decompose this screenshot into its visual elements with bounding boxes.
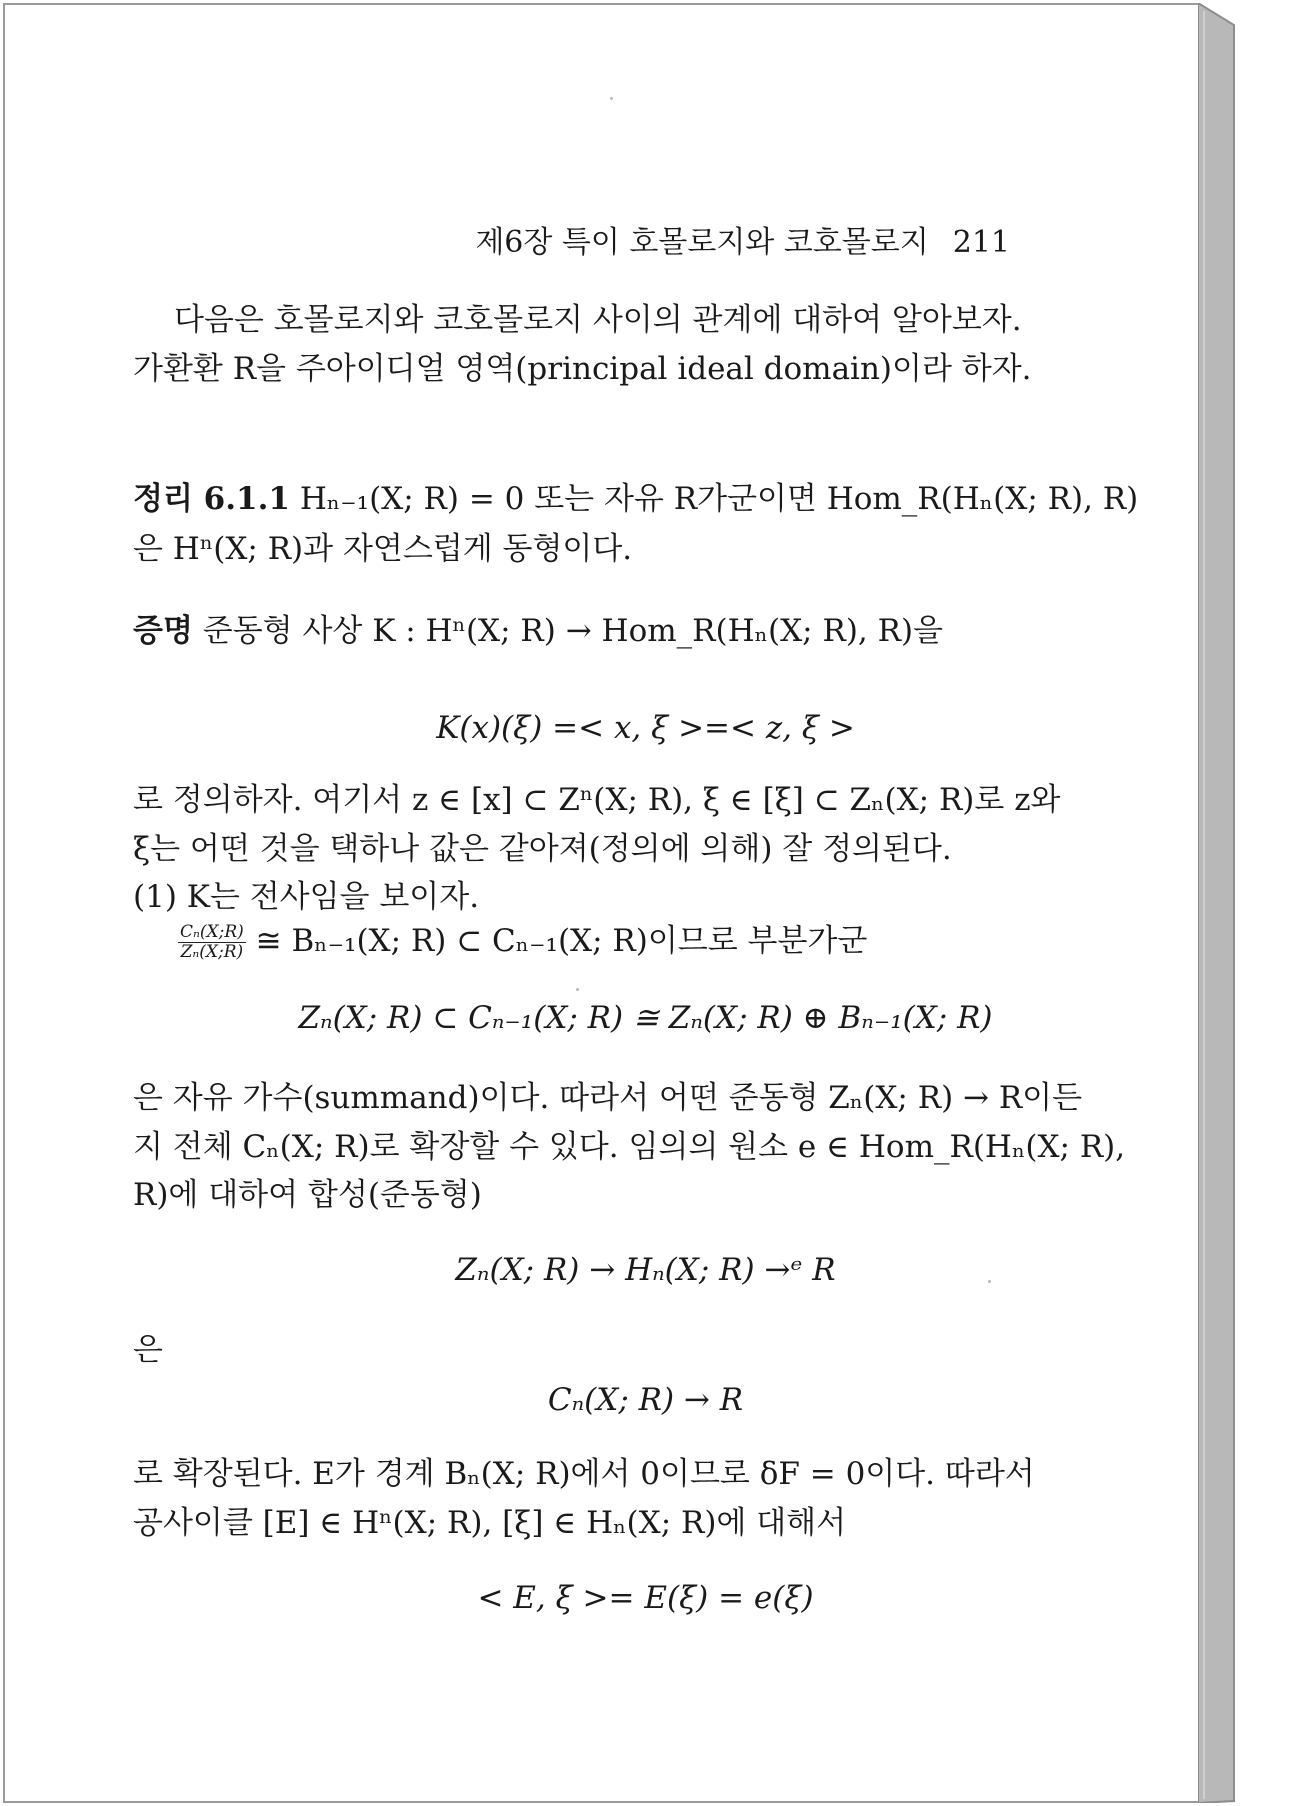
proof-text-1: 준동형 사상 K : Hⁿ(X; R) → Hom_R(Hₙ(X; R), R)을 bbox=[202, 613, 943, 649]
equation-5: < E, ξ >= E(ξ) = e(ξ) bbox=[477, 1580, 814, 1616]
proof-line-3: ξ는 어떤 것을 택하나 값은 같아져(정의에 의해) 잘 정의된다. bbox=[133, 831, 952, 867]
fraction-denominator: Zₙ(X;R) bbox=[180, 942, 244, 962]
proof-line-10: 로 확장된다. E가 경계 Bₙ(X; R)에서 0이므로 δF = 0이다. 따라서 bbox=[133, 1456, 1035, 1492]
equation-2: Zₙ(X; R) ⊂ Cₙ₋₁(X; R) ≅ Zₙ(X; R) ⊕ Bₙ₋₁(X; R) bbox=[298, 1000, 993, 1036]
proof-line-11: 공사이클 [E] ∈ Hⁿ(X; R), [ξ] ∈ Hₙ(X; R)에 대해서 bbox=[133, 1505, 847, 1541]
equation-3: Zₙ(X; R) → Hₙ(X; R) →ᵉ R bbox=[455, 1252, 836, 1288]
speck bbox=[576, 988, 579, 991]
proof-text-5: ≅ Bₙ₋₁(X; R) ⊂ Cₙ₋₁(X; R)이므로 부분가군 bbox=[255, 923, 868, 959]
proof-line-5 bbox=[178, 921, 867, 962]
proof-line-6: 은 자유 가수(summand)이다. 따라서 어떤 준동형 Zₙ(X; R) → R이든 bbox=[133, 1080, 1083, 1116]
fraction-numerator: Cₙ(X;R) bbox=[180, 922, 244, 942]
proof-line-2: 로 정의하자. 여기서 z ∈ [x] ⊂ Zⁿ(X; R), ξ ∈ [ξ] ⊂ Zₙ(X; R)로 z와 bbox=[133, 782, 1061, 818]
chapter-title: 제6장 특이 호몰로지와 코호몰로지 bbox=[475, 225, 929, 260]
theorem-statement-1: Hₙ₋₁(X; R) = 0 또는 자유 R가군이면 Hom_R(Hₙ(X; R), R) bbox=[299, 481, 1139, 517]
equation-1: K(x)(ξ) =< x, ξ >=< z, ξ > bbox=[436, 710, 855, 746]
intro-line-1: 다음은 호몰로지와 코호몰로지 사이의 관계에 대하여 알아보자. bbox=[174, 302, 1022, 338]
theorem-line-2: 은 Hⁿ(X; R)과 자연스럽게 동형이다. bbox=[133, 531, 633, 567]
proof-line-8: R)에 대하여 합성(준동형) bbox=[133, 1177, 482, 1213]
proof-line-9: 은 bbox=[133, 1332, 163, 1368]
proof-line-1 bbox=[133, 611, 943, 651]
theorem-line-1 bbox=[133, 479, 1138, 519]
proof-label: 증명 bbox=[133, 613, 193, 649]
page-number: 211 bbox=[952, 225, 1010, 260]
proof-line-7: 지 전체 Cₙ(X; R)로 확장할 수 있다. 임의의 원소 e ∈ Hom_R(Hₙ(X; R), bbox=[133, 1129, 1126, 1165]
speck bbox=[610, 97, 613, 100]
running-header bbox=[475, 217, 1010, 261]
intro-line-2: 가환환 R을 주아이디얼 영역(principal ideal domain)이라 하자. bbox=[133, 351, 1032, 387]
equation-4: Cₙ(X; R) → R bbox=[547, 1382, 744, 1418]
page-stack-edge bbox=[1198, 3, 1242, 1803]
theorem-label: 정리 6.1.1 bbox=[133, 481, 290, 517]
proof-line-4: (1) K는 전사임을 보이자. bbox=[133, 879, 480, 915]
quotient-fraction bbox=[178, 923, 246, 962]
